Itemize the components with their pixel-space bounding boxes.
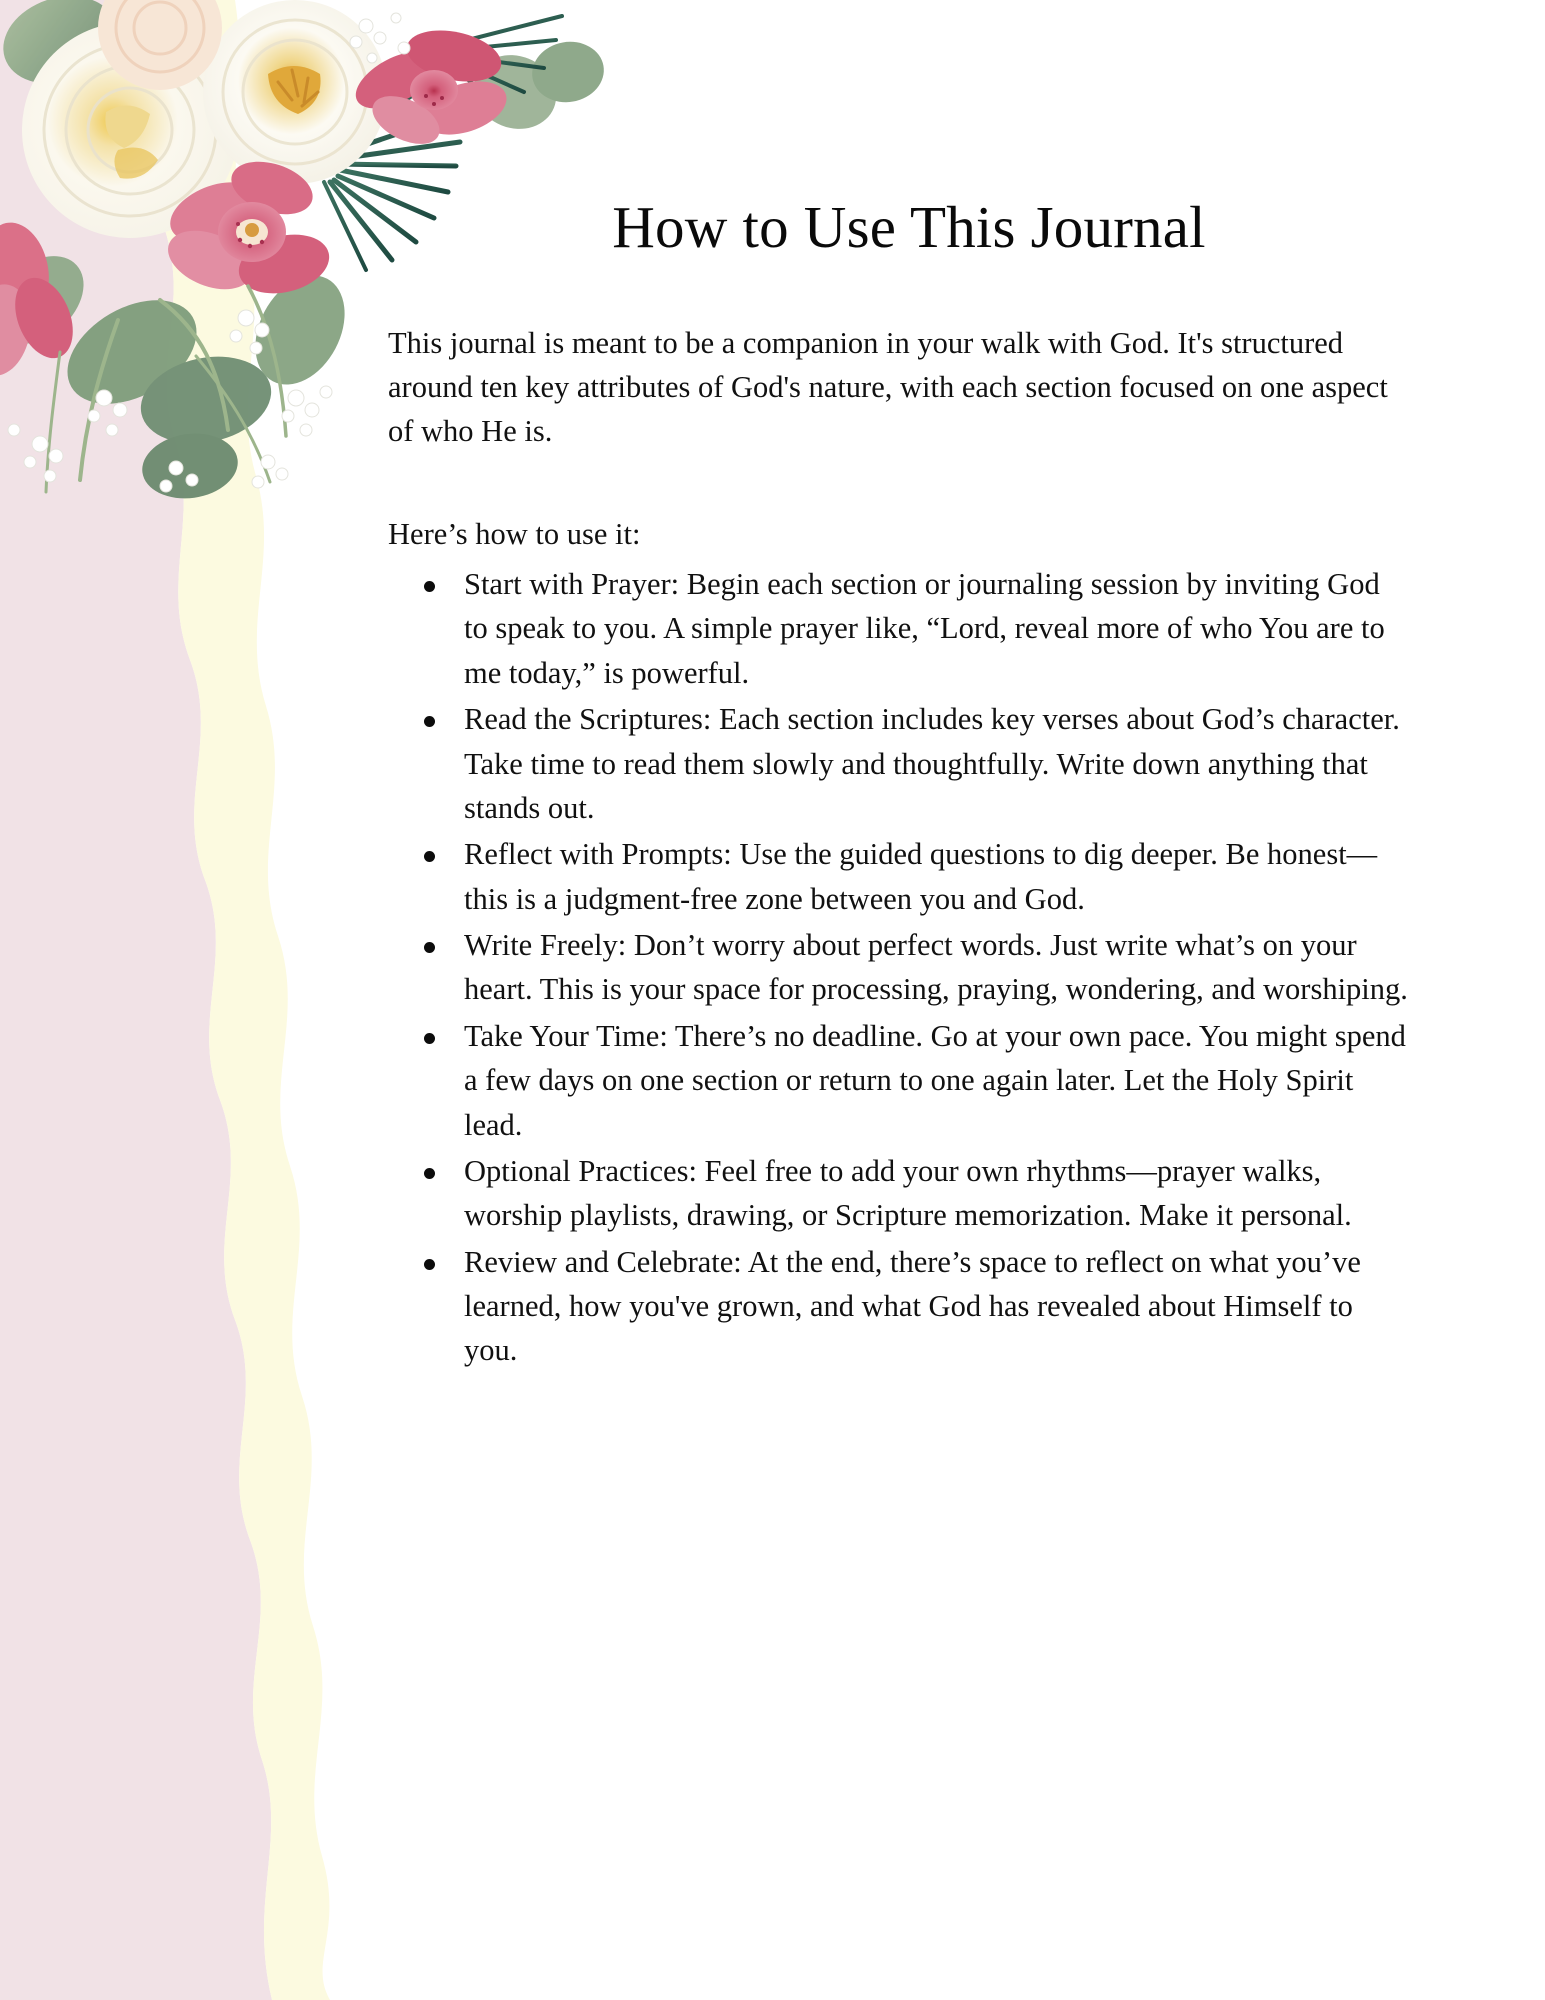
bullet-icon xyxy=(424,1033,435,1044)
list-item xyxy=(388,923,1410,1012)
list-item xyxy=(388,562,1410,695)
list-item xyxy=(388,697,1410,830)
pink-band-shape xyxy=(0,0,272,2000)
cream-band-shape xyxy=(150,0,330,2000)
stems xyxy=(46,286,286,492)
document-content xyxy=(388,196,1448,1375)
list-item xyxy=(388,1240,1410,1373)
list-item-text: Review and Celebrate: At the end, there’s space to reflect on what you’ve learned, how you've grown, and what God has revealed about Himself to you. xyxy=(464,1244,1361,1368)
decorative-side-bands xyxy=(0,0,420,2000)
intro-paragraph: This journal is meant to be a companion in your walk with God. It's structured around ten key attributes of God's nature, with each section focused on one aspect of who He is. xyxy=(388,325,1388,449)
white-roses xyxy=(22,0,387,238)
list-item-text: Start with Prayer: Begin each section or journaling session by inviting God to speak to you. A simple prayer like, “Lord, reveal more of who You are to me today,” is powerful. xyxy=(464,567,1385,690)
bullet-icon xyxy=(424,581,435,592)
list-item-text: Read the Scriptures: Each section includes key verses about God’s character. Take time to read them slowly and thoughtfully. Write down anything that stands out. xyxy=(464,702,1400,825)
bullet-icon xyxy=(424,1168,435,1179)
list-item-text: Take Your Time: There’s no deadline. Go at your own pace. You might spend a few days on one section or return to one again later. Let the Holy Spirit lead. xyxy=(464,1018,1406,1142)
list-item xyxy=(388,1149,1410,1238)
bullet-icon xyxy=(424,851,435,862)
instructions-list xyxy=(388,562,1410,1373)
babys-breath xyxy=(8,13,410,492)
list-item-text: Reflect with Prompts: Use the guided questions to dig deeper. Be honest—this is a judgment-free zone between you and God. xyxy=(464,837,1378,916)
list-item-text: Write Freely: Don’t worry about perfect words. Just write what’s on your heart. This is your space for processing, praying, wondering, and worshiping. xyxy=(464,928,1408,1007)
instructions-lead-in: Here’s how to use it: xyxy=(388,516,641,551)
list-item xyxy=(388,1014,1410,1147)
bullet-icon xyxy=(424,942,435,953)
list-item-text: Optional Practices: Feel free to add your own rhythms—prayer walks, worship playlists, drawing, or Scripture memorization. Make it personal. xyxy=(464,1153,1352,1233)
bullet-icon xyxy=(424,1259,435,1270)
list-item xyxy=(388,832,1410,921)
page-title: How to Use This Journal xyxy=(612,194,1206,260)
bullet-icon xyxy=(424,716,435,727)
